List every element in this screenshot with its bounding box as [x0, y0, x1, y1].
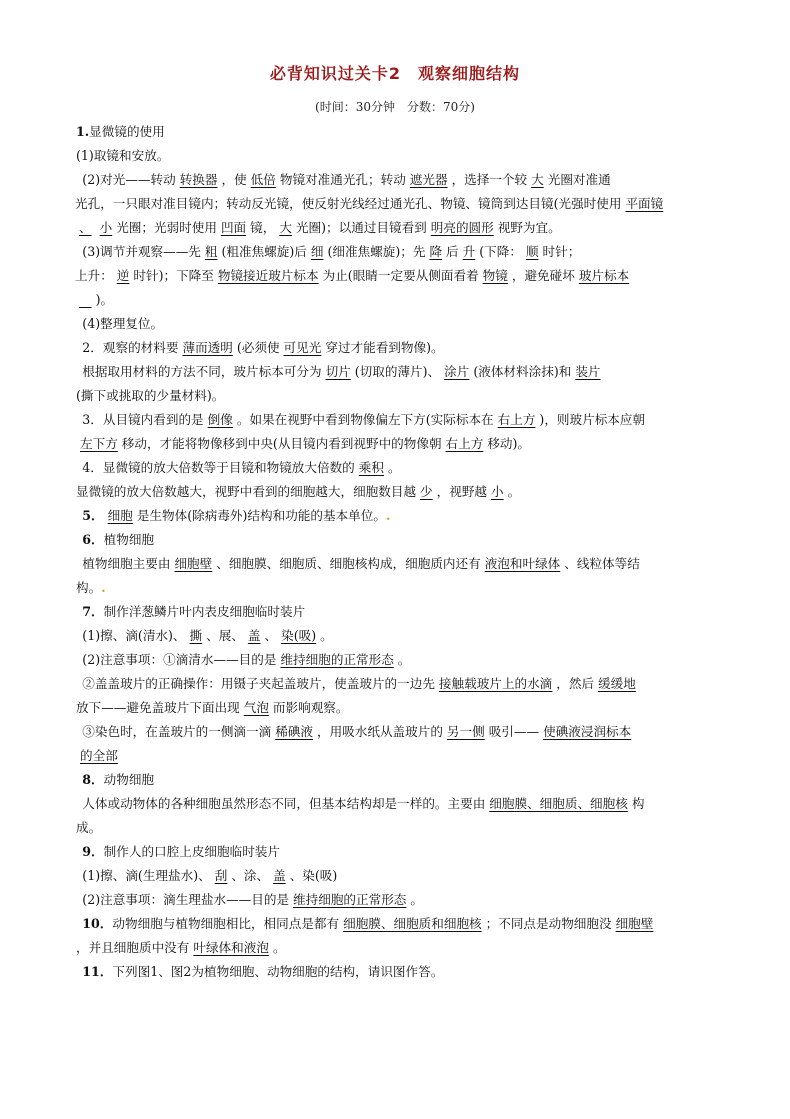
answer-blank: 小 [99, 220, 113, 235]
answer-blank: 染(吸) [281, 628, 317, 643]
page-subtitle: (时间：30分钟 分数：70分) [315, 100, 475, 114]
text-line: (2)注意事项：①滴清水——目的是 维持细胞的正常形态 。 [82, 652, 411, 667]
answer-blank: 切片 [325, 364, 351, 379]
decorative-dot: . [101, 580, 106, 595]
answer-blank: 细胞壁 [615, 916, 654, 931]
answer-blank: 顺 [525, 244, 539, 259]
answer-blank: 倒像 [207, 412, 233, 427]
answer-blank: 的全部 [80, 748, 118, 763]
answer-blank: 细胞壁 [174, 556, 213, 571]
text-line: 上升： 逆 时针)；下降至 物镜接近玻片标本 为止(眼睛一定要从侧面看着 物镜 ，避免碰坏 玻片标本 [75, 264, 744, 288]
section-2: 2．观察的材料要 薄而透明 (必须使 可见光 穿过才能看到物像)。 [82, 340, 444, 355]
text-line: ③染色时，在盖玻片的一侧滴一滴 稀碘液 ，用吸水纸从盖玻片的 另一侧 吸引—— 使碘液浸润标本 [76, 720, 744, 744]
answer-blank: 装片 [575, 364, 601, 379]
answer-blank: 粗 [204, 244, 218, 259]
text-line: (1)擦、滴(生理盐水)、 刮 、涂、 盖 、染(吸) [82, 868, 338, 883]
answer-blank: 右上方 [445, 436, 484, 451]
answer-blank: 可见光 [283, 340, 322, 355]
section-7-heading: 7．制作洋葱鳞片叶内表皮细胞临时装片 [82, 604, 306, 619]
answer-blank: 右上方 [497, 412, 536, 427]
text-line: 显微镜的放大倍数越大，视野中看到的细胞越大，细胞数目越 少 ，视野越 小 。 [76, 484, 521, 499]
answer-blank: 明亮的圆形 [430, 220, 494, 235]
answer-blank: 维持细胞的正常形态 [280, 652, 394, 667]
section-5: 5． 细胞 是生物体(除病毒外)结构和功能的基本单位。. [82, 508, 391, 523]
answer-blank: 大 [531, 172, 544, 187]
text-line: (4)整理复位。 [82, 316, 164, 331]
answer-blank: 盖 [273, 868, 286, 883]
answer-blank: 液泡和叶绿体 [484, 556, 561, 571]
answer-blank: 玻片标本 [578, 268, 630, 283]
section-9-heading: 9．制作人的口腔上皮细胞临时装片 [82, 844, 280, 859]
answer-blank: 大 [279, 220, 292, 235]
answer-blank: 逆 [116, 268, 130, 283]
text-line: ，并且细胞质中没有 叶绿体和液泡 。 [76, 940, 286, 955]
text-line: (2)对光——转动 转换器 ，使 低倍 物镜对准通光孔；转动 遮光器 ，选择一个较 大 光圈对准通 [82, 172, 611, 187]
answer-blank: 细胞膜、细胞质、细胞核 [489, 796, 628, 811]
text-line: (2)注意事项：滴生理盐水——目的是 维持细胞的正常形态 。 [82, 892, 423, 907]
answer-blank: 缓缓地 [598, 676, 636, 691]
text-line: 植物细胞主要由 细胞壁 、细胞膜、细胞质、细胞核构成，细胞质内还有 液泡和叶绿体 、线粒体等结 [82, 556, 640, 571]
answer-blank: 低倍 [250, 172, 276, 187]
answer-blank: 乘积 [358, 460, 384, 475]
answer-blank: 物镜接近玻片标本 [217, 268, 319, 283]
text-line: 光孔，一只眼对准目镜内；转动反光镜，使反射光线经过通光孔、物镜、镜筒到达目镜(光强时使用 平面镜 [75, 192, 744, 216]
answer-blank: 左下方 [80, 436, 118, 451]
section-1-heading: 1.显微镜的使用 [76, 124, 165, 139]
answer-blank: 使碘液浸润标本 [543, 724, 632, 739]
answer-blank: 凹面 [220, 220, 247, 235]
answer-blank: 叶绿体和液泡 [193, 940, 269, 955]
answer-blank: 涂片 [444, 364, 470, 379]
answer-blank: 少 [420, 484, 433, 499]
text-line: )。 [95, 292, 114, 307]
answer-blank: 薄而透明 [182, 340, 233, 355]
text-line: 放下——避免盖玻片下面出现 气泡 而影响观察。 [76, 700, 349, 715]
answer-blank: 刮 [214, 868, 228, 883]
answer-blank: 维持细胞的正常形态 [293, 892, 407, 907]
answer-blank: 气泡 [243, 700, 269, 715]
section-11: 11．下列图1、图2为植物细胞、动物细胞的结构，请识图作答。 [82, 964, 444, 979]
answer-blank: 接触载玻片上的水滴 [438, 676, 553, 691]
answer-blank: 盖 [247, 628, 261, 643]
section-10: 10．动物细胞与植物细胞相比，相同点是都有 细胞膜、细胞质和细胞核 ；不同点是动物细胞没 细胞壁 [76, 912, 744, 936]
section-4: 4．显微镜的放大倍数等于目镜和物镜放大倍数的 乘积 。 [82, 460, 401, 475]
answer-blank: 另一侧 [446, 724, 485, 739]
text-line: 成。 [76, 820, 102, 835]
text-line: 、 小 光圈；光弱时使用 凹面 镜， 大 光圈)；以通过目镜看到 明亮的圆形 视野为宜。 [79, 220, 561, 235]
answer-blank: 平面镜 [625, 196, 664, 211]
section-8-heading: 8．动物细胞 [82, 772, 155, 787]
text-line: ②盖盖玻片的正确操作：用镊子夹起盖玻片，使盖玻片的一边先 接触载玻片上的水滴 ，然后 缓缓地 [76, 672, 744, 696]
decorative-dot: . [385, 508, 391, 523]
page-title: 必背知识过关卡2 观察细胞结构 [269, 64, 521, 83]
text-line: (1)取镜和安放。 [76, 148, 170, 163]
answer-blank: 小 [491, 484, 504, 499]
answer-blank: 撕 [189, 628, 203, 643]
answer-blank: 升 [462, 244, 476, 259]
answer-blank: 稀碘液 [275, 724, 313, 739]
text-line: (1)擦、滴(清水)、 撕 、展、 盖 、 染(吸) 。 [82, 628, 333, 643]
text-line: 构。. [76, 580, 106, 595]
answer-blank: 遮光器 [409, 172, 448, 187]
text-line: 人体或动物体的各种细胞虽然形态不同，但基本结构却是一样的。主要由 细胞膜、细胞质、细胞核 构 [82, 796, 645, 811]
section-3: 3．从目镜内看到的是 倒像 。如果在视野中看到物像偏左下方(实际标本在 右上方 )，则玻片标本应朝 [82, 412, 646, 427]
answer-blank: 细胞 [107, 508, 133, 523]
answer-blank: 细胞膜、细胞质和细胞核 [343, 916, 482, 931]
answer-blank: 转换器 [179, 172, 218, 187]
answer-blank: 细 [310, 244, 324, 259]
section-6-heading: 6．植物细胞 [82, 532, 155, 547]
answer-blank: 降 [429, 244, 443, 259]
text-line: 左下方 移动，才能将物像移到中央(从目镜内看到视野中的物像朝 右上方 移动)。 [76, 432, 744, 456]
document-body [76, 120, 744, 984]
text-line: (撕下或挑取的少量材料)。 [76, 388, 225, 403]
text-line: (3)调节并观察——先 粗 (粗准焦螺旋)后 细 (细准焦螺旋)；先 降 后 升 (下降： 顺 时针； [82, 244, 581, 259]
text-line: 根据取用材料的方法不同，玻片标本可分为 切片 (切取的薄片)、 涂片 (液体材料涂抹)和 装片 [76, 360, 744, 384]
answer-blank: 物镜 [482, 268, 508, 283]
text-line [76, 744, 744, 768]
